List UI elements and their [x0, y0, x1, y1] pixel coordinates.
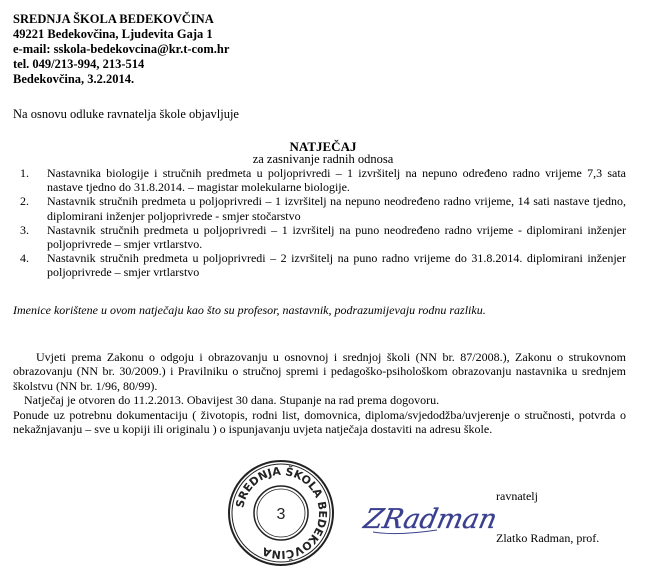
school-phone: tel. 049/213-994, 213-514 [13, 57, 145, 71]
intro-text: Na osnovu odluke ravnatelja škole objavljuje [13, 107, 239, 121]
deadline-paragraph: Natječaj je otvoren do 11.2.2013. Obavijest 30 dana. Stupanje na rad prema dogovoru. [24, 393, 440, 408]
school-name: SREDNJA ŠKOLA BEDEKOVČINA [13, 12, 214, 26]
item-text: Nastavnik stručnih predmeta u poljoprivredi – 1 izvršitelj na puno neodređeno radno vrijeme - diplomirani inženjer poljoprivrede – smjer vrtlarstvo. [47, 222, 626, 252]
signer-name: Zlatko Radman, prof. [496, 531, 600, 545]
stamp-text: SREDNJA ŠKOLA BEDEKOVČINA [233, 464, 330, 562]
item-number: 2. [20, 194, 29, 209]
documents-paragraph: Ponude uz potrebnu dokumentaciju ( životopis, rodni list, domovnica, diploma/svjedodžba/uvjerenje o stručnosti, potvrda o nekažnjavanju – sve u kopiji ili originalu ) o ispunjavanju uvjeta natječaja dostaviti na adresu škole. [13, 407, 626, 437]
conditions-section [13, 350, 626, 436]
signature-icon [361, 488, 500, 542]
signer-role: ravnatelj [496, 489, 538, 503]
school-header [13, 12, 229, 87]
item-number: 4. [20, 251, 29, 266]
document-date: Bedekovčina, 3.2.2014. [13, 72, 135, 86]
gender-note: Imenice korištene u ovom natječaju kao što su profesor, nastavnik, podrazumijevaju rodnu razliku. [13, 303, 486, 317]
item-text: Nastavnik stručnih predmeta u poljoprivredi – 2 izvršitelj na puno radno vrijeme do 31.8.2014. diplomirani inženjer poljoprivrede – smjer vrtlarstvo [47, 251, 626, 280]
school-email: e-mail: sskola-bedekovcina@kr.t-com.hr [13, 42, 230, 56]
conditions-paragraph: Uvjeti prema Zakonu o odgoju i obrazovanju u osnovnoj i srednjoj školi (NN br. 87/2008.), Zakonu o strukovnom obrazovanju (NN br. 30/2009.) i Pravilniku o stručnoj spremi i pedagoško-psihološkom obrazovanju nastavnika u srednjem školstvu (NN br. 1/96, 80/99). [13, 350, 626, 393]
item-text: Nastavnika biologije i stručnih predmeta u poljoprivredi – 1 izvršitelj na nepuno određeno radno vrijeme 7,3 sata nastave tjedno do 31.8.2014. – magistar molekularne biologije. [47, 166, 626, 195]
list-item [20, 166, 626, 194]
list-item [20, 223, 626, 251]
stamp-number: 3 [276, 506, 286, 523]
list-item [20, 251, 626, 279]
item-number: 3. [20, 222, 29, 237]
item-text: Nastavnik stručnih predmeta u poljoprivredi – 1 izvršitelj na nepuno neodređeno radno vrijeme, 14 sati nastave tjedno, diplomirani inženjer poljoprivrede - smjer stočarstvo [47, 194, 626, 223]
list-item [20, 194, 626, 222]
school-stamp-icon [226, 458, 336, 568]
document-subtitle: za zasnivanje radnih odnosa [252, 152, 394, 166]
positions-list [20, 166, 626, 280]
signature-script: ZRadman [361, 504, 500, 535]
item-number: 1. [20, 166, 29, 180]
school-address: 49221 Bedekovčina, Ljudevita Gaja 1 [13, 27, 213, 41]
document-title: NATJEČAJ [289, 139, 357, 154]
